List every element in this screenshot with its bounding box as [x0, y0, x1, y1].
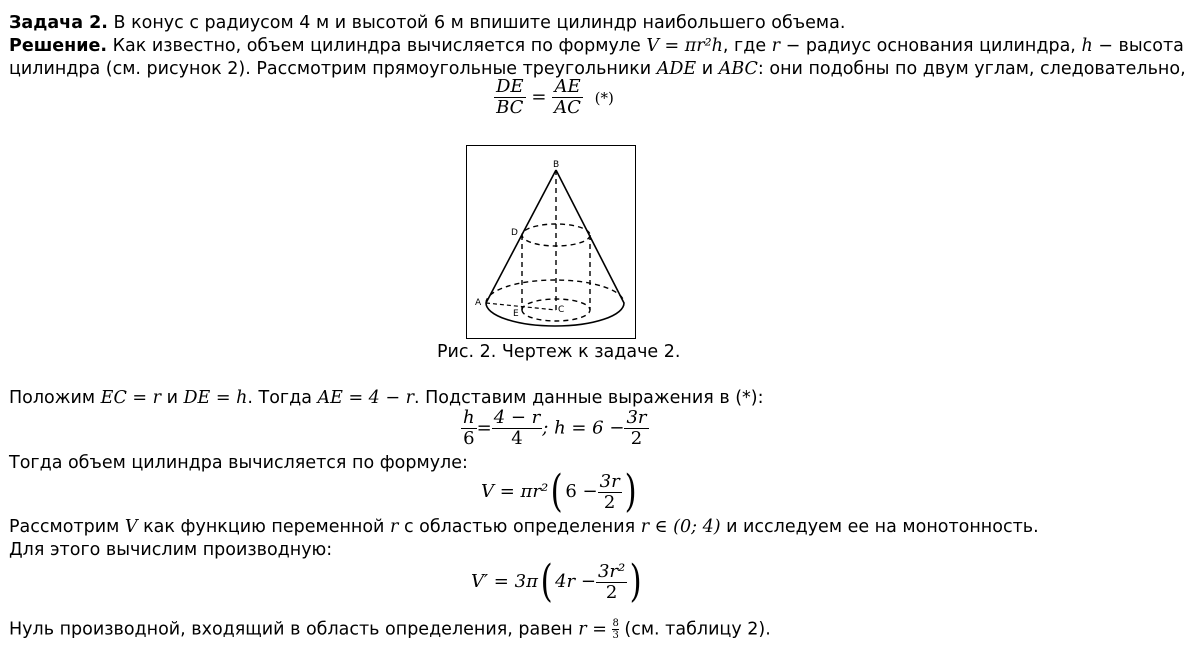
numerator: AE — [554, 76, 581, 97]
text: и — [696, 59, 719, 79]
text: Нуль производной, входящий в область определения, равен — [9, 619, 579, 640]
cone-cylinder-figure — [466, 145, 636, 339]
numerator: 3r — [599, 470, 620, 492]
numerator: h — [463, 407, 475, 428]
math-ade: ADE — [656, 59, 697, 79]
zero-derivative-line — [9, 618, 771, 641]
text: − высота — [1092, 36, 1184, 56]
label-a: A — [475, 298, 482, 308]
inner-expression: 4r − — [555, 571, 596, 592]
math-r-equals: r = — [578, 619, 607, 640]
text: и исследуем ее на монотонность. — [720, 517, 1039, 537]
numerator: 3r² — [597, 560, 626, 582]
math-ec: EC = r — [100, 388, 161, 408]
fraction-4-r — [492, 408, 543, 449]
fraction-3r-2 — [624, 408, 648, 449]
label-d: D — [511, 228, 518, 238]
equation-similarity — [494, 77, 614, 118]
text: цилиндра (см. рисунок 2). Рассмотрим прямоугольные треугольники — [9, 59, 657, 79]
denominator: 2 — [598, 492, 622, 513]
open-paren: ( — [550, 466, 563, 517]
text: как функцию переменной — [137, 517, 390, 537]
equation-tag: (*) — [594, 88, 614, 107]
cone-drawing — [467, 146, 635, 338]
inner-expression: 6 − — [565, 481, 598, 502]
label-c: C — [558, 305, 565, 315]
volume-intro-line: Тогда объем цилиндра вычисляется по формуле: — [9, 453, 468, 473]
text: − радиус основания цилиндра, — [780, 36, 1082, 56]
problem-label: Задача 2. — [9, 13, 108, 33]
text: Положим — [9, 388, 101, 408]
equals: = — [476, 417, 492, 439]
derivative-intro-line: Для этого вычислим производную: — [9, 540, 333, 560]
text: и — [161, 388, 184, 408]
volume-formula: V = πr²h — [646, 36, 723, 56]
equation-height — [461, 408, 649, 449]
solution-line-1 — [9, 35, 1184, 57]
denominator: AC — [554, 97, 581, 118]
close-paren: ) — [624, 466, 637, 517]
math-r: r — [390, 517, 399, 537]
height-expression: ; h = 6 − — [542, 417, 625, 439]
math-h: h — [1081, 36, 1093, 56]
denominator: 3 — [612, 630, 619, 641]
denominator: BC — [494, 97, 526, 118]
figure-caption: Рис. 2. Чертеж к задаче 2. — [437, 342, 681, 362]
math-v: V — [124, 517, 138, 537]
text: Рассмотрим — [9, 517, 125, 537]
fraction-h-6 — [461, 408, 477, 449]
fraction-ae-ac — [552, 77, 583, 118]
text: . Подставим данные выражения в (*): — [413, 388, 764, 408]
math-de: DE = h — [183, 388, 248, 408]
volume-lhs: V = πr² — [481, 481, 549, 502]
radius-line — [486, 303, 556, 310]
equals: = — [531, 86, 547, 108]
denominator: 2 — [596, 582, 627, 603]
text: (см. таблицу 2). — [618, 619, 771, 640]
solution-label: Решение. — [9, 36, 108, 56]
denominator: 2 — [624, 428, 648, 449]
open-paren: ( — [540, 556, 553, 607]
label-b: B — [553, 160, 560, 170]
problem-text: В конус с радиусом 4 м и высотой 6 м впишите цилиндр наибольшего объема. — [107, 13, 846, 33]
cone-left-edge — [486, 170, 556, 303]
monotonicity-line — [9, 516, 1039, 538]
base-front-arc — [486, 303, 624, 326]
label-e: E — [513, 309, 519, 319]
numerator: 3r — [626, 407, 647, 428]
fraction-3r2-2 — [596, 562, 627, 603]
math-r: r — [771, 36, 781, 56]
text: Как известно, объем цилиндра вычисляется по формуле — [107, 36, 647, 56]
text: : они подобны по двум углам, следовательно, — [757, 59, 1186, 79]
fraction-de-bc — [494, 77, 526, 118]
equation-volume — [481, 466, 639, 517]
text: , где — [722, 36, 772, 56]
math-domain: r ∈ (0; 4) — [640, 517, 721, 537]
problem-statement — [9, 12, 845, 34]
cylinder-bottom-front — [522, 310, 590, 321]
numerator: 8 — [612, 618, 619, 629]
equation-derivative — [471, 556, 644, 607]
fraction-3r-2 — [598, 472, 622, 513]
numerator: DE — [496, 76, 524, 97]
text: с областью определения — [398, 517, 641, 537]
text: . Тогда — [247, 388, 318, 408]
numerator: 4 − r — [493, 407, 541, 428]
close-paren: ) — [629, 556, 642, 607]
substitution-line — [9, 387, 764, 409]
denominator: 6 — [461, 428, 477, 449]
math-abc: ABC — [718, 59, 758, 79]
denominator: 4 — [492, 428, 543, 449]
math-ae: AE = 4 − r — [317, 388, 414, 408]
derivative-lhs: V′ = 3π — [471, 571, 538, 592]
